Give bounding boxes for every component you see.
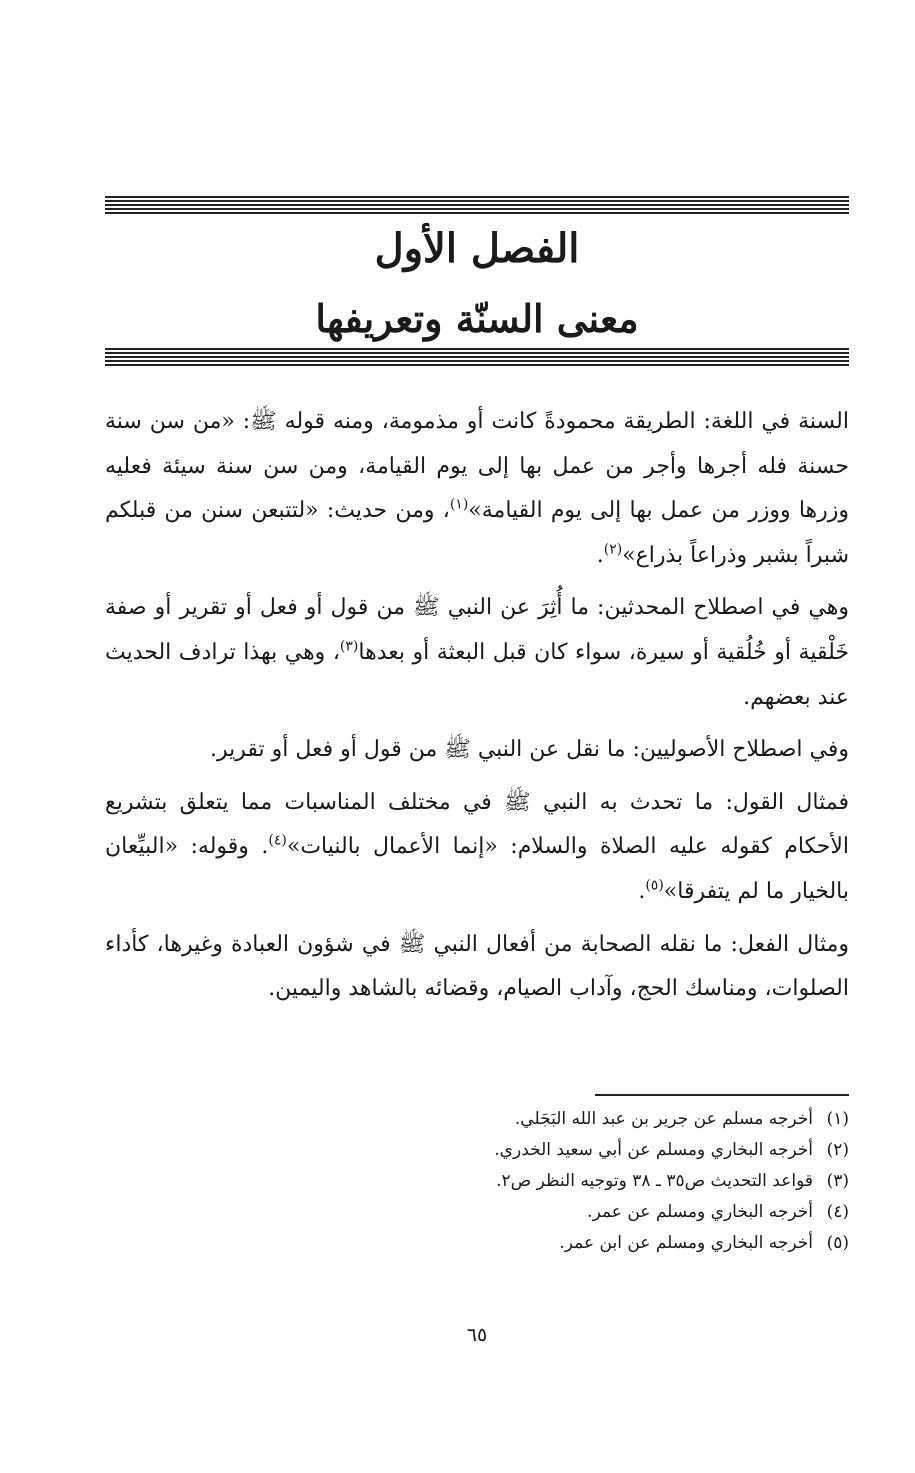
footnote-text: أخرجه البخاري ومسلم عن عمر. [587,1202,813,1222]
footnote-ref[interactable]: (٥) [645,877,664,894]
paragraph-example-saying [105,781,849,915]
paragraph-text: . [596,542,604,568]
paragraph-text: فمثال القول: ما تحدث به النبي ﷺ في مختلف المناسبات مما يتعلق بتشريع الأحكام كقوله عليه الصلاة والسلام: «إنما الأعمال بالنيات» [105,789,849,860]
footnote-divider [595,1094,849,1096]
paragraph-text: ، وهي بهذا ترادف الحديث عند بعضهم. [105,639,849,710]
footnote-text: أخرجه مسلم عن جرير بن عبد الله البَجَلي. [514,1109,813,1129]
paragraph-hadith-scholars [105,586,849,720]
page-number: ٦٥ [466,1324,488,1346]
paragraph-text: وهي في اصطلاح المحدثين: ما أُثِرَ عن النبي ﷺ من قول أو فعل أو تقرير أو صفة خَلْقية أو خُلُقية أو سيرة، سواء كان قبل البعثة أو بعدها [105,595,849,665]
paragraph-sunnah-language [105,400,849,578]
footnote-ref[interactable]: (٣) [339,638,359,655]
chapter-title: الفصل الأول [374,225,580,272]
footnote-item [105,1166,849,1197]
header-ornament-top [105,196,849,214]
paragraph-text: وفي اصطلاح الأصوليين: ما نقل عن النبي ﷺ من قول أو فعل أو تقرير. [210,737,849,763]
footnote-number: (٥) [826,1233,849,1253]
main-text [105,400,849,1012]
chapter-subtitle: معنى السنّة وتعريفها [315,296,639,341]
paragraph-text: . وقوله: «البيِّعان بالخيار ما لم يتفرقا» [105,834,849,904]
footnote-ref[interactable]: (٤) [268,833,287,850]
paragraph-text: ، ومن حديث: «لتتبعن سنن من قبلكم شبراً بشبر وذراعاً بذراع» [105,498,849,568]
footnote-item [105,1135,849,1166]
footnote-number: (٣) [826,1171,849,1191]
footnote-ref[interactable]: (١) [449,496,469,513]
paragraph-text: ومثال الفعل: ما نقله الصحابة من أفعال النبي ﷺ في شؤون العبادة وغيرها، كأداء الصلوات، ومناسك الحج، وآداب الصيام، وقضائه بالشاهد واليمين. [105,931,849,1002]
footnote-number: (٢) [826,1140,849,1160]
paragraph-example-action [105,923,849,1012]
footnote-text: أخرجه البخاري ومسلم عن ابن عمر. [559,1233,813,1253]
footnote-number: (٤) [826,1202,849,1222]
paragraph-usul-scholars [105,728,849,773]
footnote-item [105,1228,849,1259]
footnote-text: أخرجه البخاري ومسلم عن أبي سعيد الخدري. [494,1140,813,1160]
paragraph-text: . [638,878,646,904]
footnote-item [105,1104,849,1135]
paragraph-text: السنة في اللغة: الطريقة محمودةً كانت أو مذمومة، ومنه قوله ﷺ: «من سن سنة حسنة فله أجرها وأجر من عمل بها إلى يوم القيامة، ومن سن سنة سيئة فعليه وزرها ووزر من عمل بها إلى يوم القيامة» [105,409,849,524]
footnotes [105,1104,849,1259]
footnote-text: قواعد التحديث ص٣٥ ـ ٣٨ وتوجيه النظر ص٢. [496,1171,813,1191]
header-ornament-bottom [105,348,849,366]
footnote-number: (١) [826,1109,849,1129]
footnote-ref[interactable]: (٢) [603,541,623,558]
footnote-item [105,1197,849,1228]
